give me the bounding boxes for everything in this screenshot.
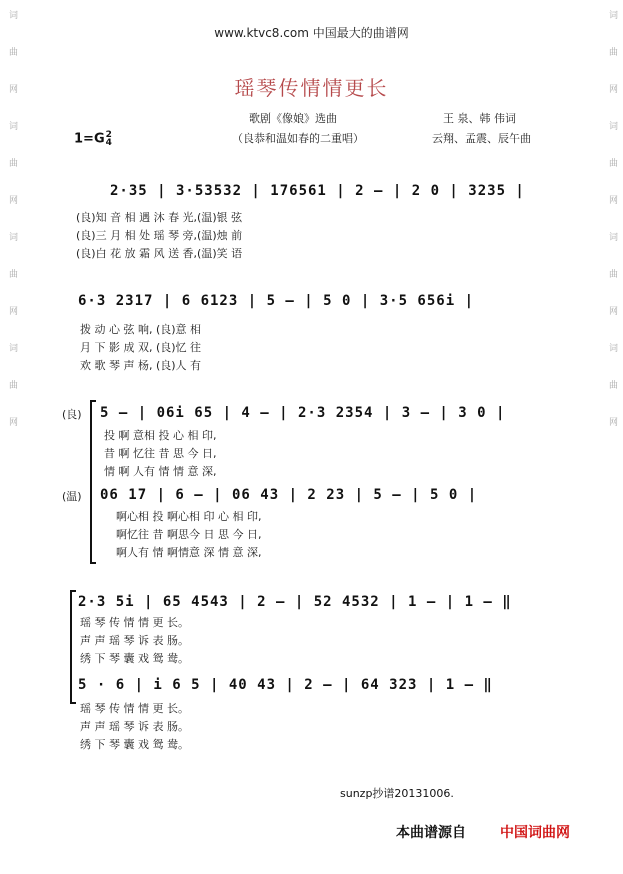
notation-line-6: 5 · 6 | i 6 5 | 40 43 | 2 – | 64 323 | 1 – ‖ bbox=[78, 677, 493, 693]
lyric-line: (良)白 花 放 霜 风 送 香,(温)笑 语 bbox=[76, 247, 243, 260]
notation-line-2: 6·3 2317 | 6 6123 | 5 – | 5 0 | 3·5 656i | bbox=[78, 293, 475, 309]
footer-site-link[interactable]: 中国词曲网 bbox=[500, 825, 570, 841]
composer-label: 云翔、孟震、辰午曲 bbox=[432, 132, 531, 145]
site-header: www.ktvc8.com 中国最大的曲谱网 bbox=[214, 26, 409, 40]
lyric-line: 拨 动 心 弦 响, (良)意 相 bbox=[80, 323, 202, 336]
lyric-line: 声 声 瑶 琴 诉 表 肠。 bbox=[80, 720, 189, 733]
lyric-line: 瑶 琴 传 情 情 更 长。 bbox=[80, 616, 189, 629]
lyric-line: 啊心相 投 啊心相 印 心 相 印, bbox=[116, 510, 262, 523]
lyric-line: 月 下 影 成 双, (良)忆 往 bbox=[80, 341, 202, 354]
notation-line-3: 5 – | 06i 65 | 4 – | 2·3 2354 | 3 – | 3 0 | bbox=[100, 405, 506, 421]
source-label: 歌剧《像娘》选曲 bbox=[249, 112, 337, 125]
system-bracket bbox=[90, 400, 96, 564]
notation-line-1: 2·35 | 3·53532 | 176561 | 2 – | 2 0 | 3235 | bbox=[110, 183, 525, 199]
lyric-line: 绣 下 琴 囊 戏 鸳 鸯。 bbox=[80, 652, 189, 665]
lyric-line: 情 啊 人有 情 情 意 深, bbox=[104, 465, 217, 478]
notation-line-4: 06 17 | 6 – | 06 43 | 2 23 | 5 – | 5 0 | bbox=[100, 487, 478, 503]
voice-label-wen: (温) bbox=[62, 490, 82, 503]
lyric-line: 啊忆往 昔 啊思今 日 思 今 日, bbox=[116, 528, 262, 541]
system-bracket bbox=[70, 590, 76, 704]
lyric-line: 绣 下 琴 囊 戏 鸳 鸯。 bbox=[80, 738, 189, 751]
lyric-line: 昔 啊 忆往 昔 思 今 日, bbox=[104, 447, 217, 460]
footer-source-label: 本曲谱源自 bbox=[396, 825, 466, 841]
lyric-line: 投 啊 意相 投 心 相 印, bbox=[104, 429, 217, 442]
notation-line-5: 2·3 5i | 65 4543 | 2 – | 52 4532 | 1 – | 1 – ‖ bbox=[78, 594, 512, 610]
lyric-line: 声 声 瑶 琴 诉 表 肠。 bbox=[80, 634, 189, 647]
lyric-line: (良)三 月 相 处 瑶 琴 旁,(温)烛 前 bbox=[76, 229, 243, 242]
transcriber-credit: sunzp抄谱20131006. bbox=[340, 787, 454, 800]
lyric-line: 啊人有 情 啊情意 深 情 意 深, bbox=[116, 546, 262, 559]
side-watermark-right: 词曲网词曲网词曲网词曲网 bbox=[607, 10, 617, 454]
time-signature: 2 4 bbox=[105, 130, 112, 148]
key-signature bbox=[74, 131, 112, 147]
song-title: 瑶琴传情情更长 bbox=[234, 76, 389, 100]
lyricist-label: 王 泉、韩 伟词 bbox=[443, 112, 516, 125]
side-watermark-left: 词曲网词曲网词曲网词曲网 bbox=[7, 10, 17, 454]
singers-label: （良恭和温如春的二重唱） bbox=[232, 132, 364, 145]
key-label: 1=G bbox=[74, 131, 105, 147]
lyric-line: 欢 歌 琴 声 杨, (良)人 有 bbox=[80, 359, 202, 372]
lyric-line: (良)知 音 相 遇 沐 春 光,(温)银 弦 bbox=[76, 211, 243, 224]
lyric-line: 瑶 琴 传 情 情 更 长。 bbox=[80, 702, 189, 715]
voice-label-liang: (良) bbox=[62, 408, 82, 421]
